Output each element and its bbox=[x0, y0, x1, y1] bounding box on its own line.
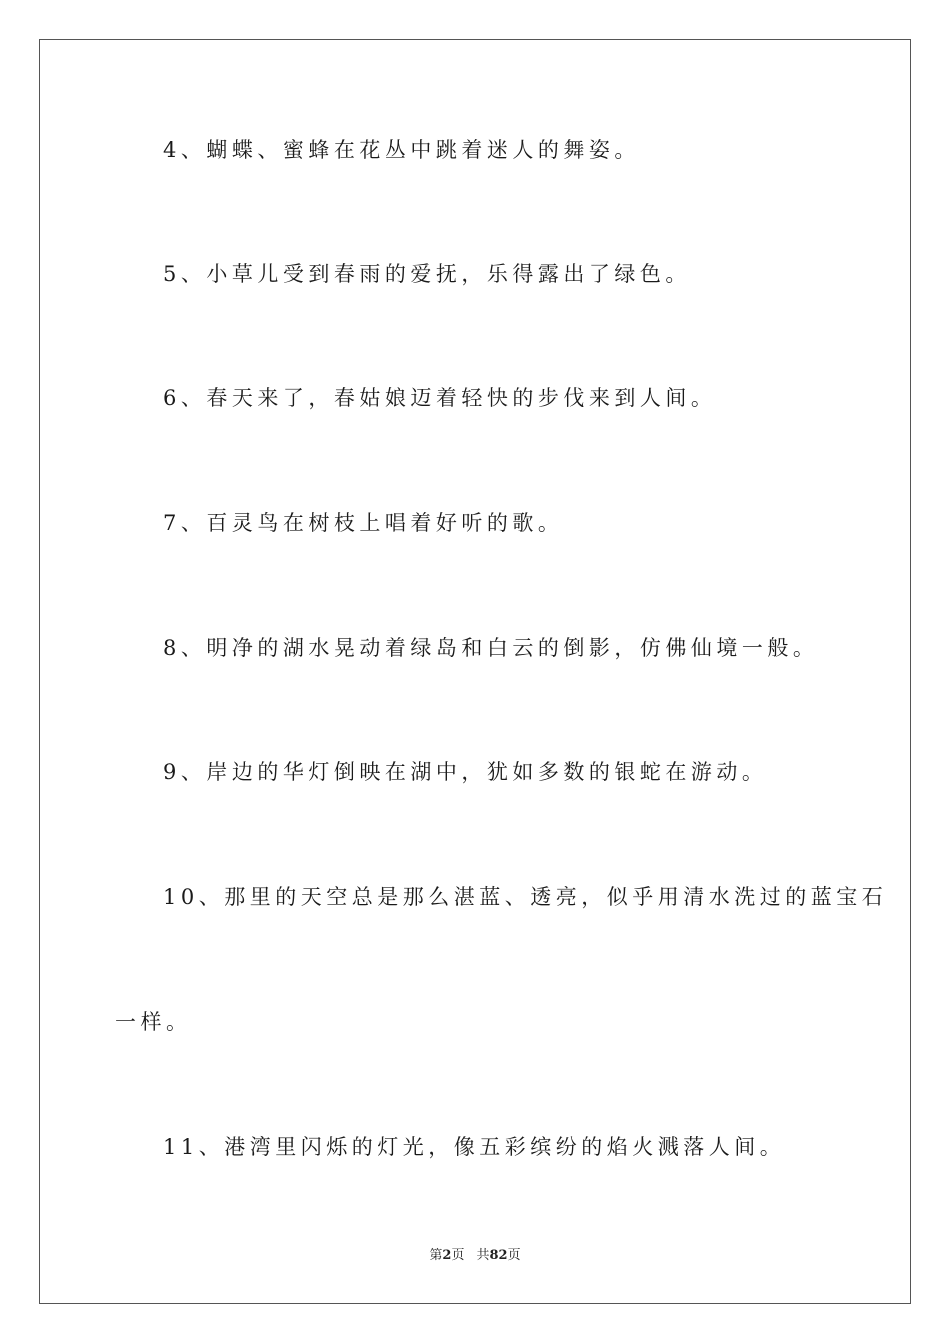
paragraph-7: 7、百灵鸟在树枝上唱着好听的歌。 bbox=[163, 511, 564, 535]
page-total: 82 bbox=[489, 1248, 508, 1263]
paragraph-6: 6、春天来了，春姑娘迈着轻快的步伐来到人间。 bbox=[163, 386, 717, 410]
paragraph-4: 4、蝴蝶、蜜蜂在花丛中跳着迷人的舞姿。 bbox=[163, 138, 640, 162]
page-footer bbox=[0, 1247, 950, 1265]
page-prefix: 第 bbox=[429, 1248, 443, 1263]
total-prefix: 共 bbox=[476, 1248, 490, 1263]
page-current: 2 bbox=[442, 1248, 452, 1263]
paragraph-11: 11、港湾里闪烁的灯光，像五彩缤纷的焰火溅落人间。 bbox=[163, 1135, 786, 1159]
paragraph-9: 9、岸边的华灯倒映在湖中，犹如多数的银蛇在游动。 bbox=[163, 760, 768, 784]
page-border bbox=[39, 39, 911, 1304]
paragraph-10-continued: 一样。 bbox=[115, 1010, 192, 1034]
paragraph-5: 5、小草儿受到春雨的爱抚，乐得露出了绿色。 bbox=[163, 262, 691, 286]
paragraph-10: 10、那里的天空总是那么湛蓝、透亮，似乎用清水洗过的蓝宝石 bbox=[163, 885, 888, 909]
total-suffix: 页 bbox=[507, 1248, 521, 1263]
page-suffix: 页 bbox=[451, 1248, 465, 1263]
paragraph-8: 8、明净的湖水晃动着绿岛和白云的倒影，仿佛仙境一般。 bbox=[163, 636, 819, 660]
